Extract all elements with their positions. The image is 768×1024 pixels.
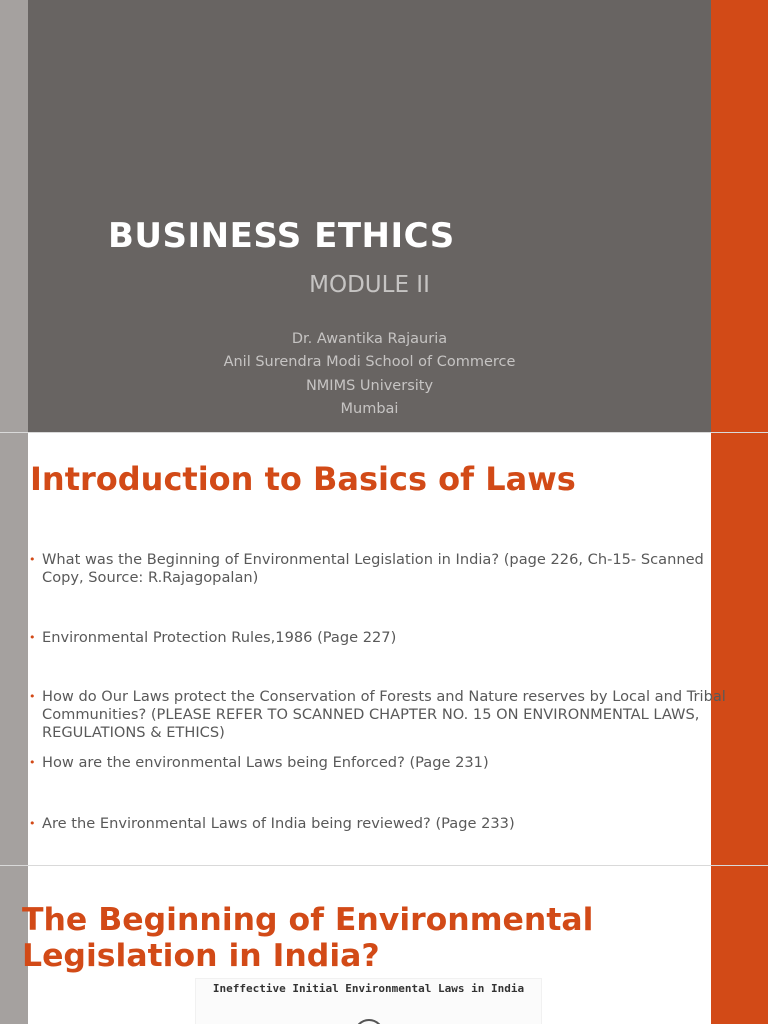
content-slide	[0, 866, 768, 1024]
slide-image	[195, 978, 542, 1024]
slide-title: Introduction to Basics of Laws	[30, 460, 576, 498]
author-city: Mumbai	[340, 400, 399, 417]
right-accent-bar	[711, 433, 768, 865]
content-slide	[0, 433, 768, 865]
bullet-icon: •	[29, 756, 36, 769]
title-slide-body	[28, 0, 711, 432]
right-accent-bar	[711, 0, 768, 432]
bullet-text: Are the Environmental Laws of India being reviewed? (Page 233)	[42, 815, 515, 832]
bullet-item	[28, 629, 742, 647]
slide-title: BUSINESS ETHICS	[108, 216, 455, 256]
bullet-icon: •	[29, 817, 36, 830]
bullet-item	[28, 754, 742, 772]
bullet-item	[28, 688, 742, 742]
bullet-item	[28, 551, 742, 587]
author-university: NMIMS University	[305, 377, 434, 394]
bullet-item	[28, 815, 742, 833]
left-accent-bar	[0, 433, 28, 865]
title-slide	[0, 0, 768, 432]
image-caption: Ineffective Initial Environmental Laws in India	[212, 982, 525, 995]
slide-title: The Beginning of Environmental Legislation in India?	[22, 902, 594, 974]
slide-subtitle: MODULE II	[309, 272, 430, 298]
bullet-icon: •	[29, 553, 36, 566]
bullet-text: How do Our Laws protect the Conservation of Forests and Nature reserves by Local and Tribal Communities? (PLEASE REFER TO SCANNED CHAPTER NO. 15 ON ENVIRONMENTAL LAWS, REGULATIONS & ETHICS)	[42, 688, 726, 741]
bullet-text: What was the Beginning of Environmental Legislation in India? (page 226, Ch-15- Scanned Copy, Source: R.Rajagopalan)	[42, 551, 704, 586]
left-accent-bar	[0, 0, 28, 432]
author-school: Anil Surendra Modi School of Commerce	[223, 354, 516, 371]
author-block	[28, 328, 711, 421]
image-graphic-icon	[354, 1019, 384, 1024]
bullet-icon: •	[29, 690, 36, 703]
author-name: Dr. Awantika Rajauria	[291, 331, 448, 347]
right-accent-bar	[711, 866, 768, 1024]
bullet-text: How are the environmental Laws being Enforced? (Page 231)	[42, 754, 489, 771]
bullet-icon: •	[29, 631, 36, 644]
bullet-text: Environmental Protection Rules,1986 (Page 227)	[42, 629, 397, 646]
